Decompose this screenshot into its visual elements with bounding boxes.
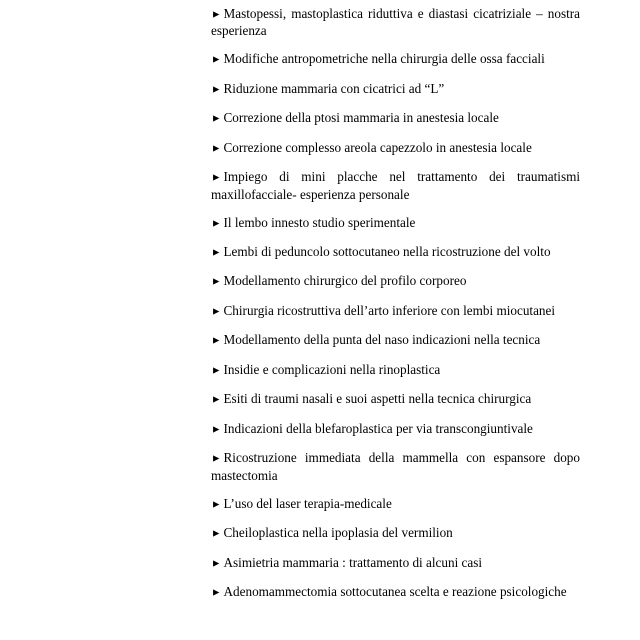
- list-item: [211, 81, 580, 98]
- triangle-bullet-icon: ►: [211, 365, 224, 377]
- list-item: [211, 6, 580, 39]
- list-item: [211, 140, 580, 157]
- list-item-text: Modifiche antropometriche nella chirurgia delle ossa facciali: [223, 51, 545, 67]
- triangle-bullet-icon: ►: [211, 528, 224, 540]
- triangle-bullet-icon: ►: [211, 499, 224, 511]
- list-item: [211, 450, 580, 483]
- list-item: [211, 391, 580, 408]
- list-item-text: Mastopessi, mastoplastica riduttiva e diastasi cicatriziale – nostra esperienza: [211, 6, 580, 39]
- list-item-text: Modellamento chirurgico del profilo corporeo: [223, 273, 467, 289]
- triangle-bullet-icon: ►: [211, 247, 224, 259]
- list-item: [211, 303, 580, 320]
- list-item-text: Esiti di traumi nasali e suoi aspetti nella tecnica chirurgica: [223, 391, 532, 407]
- list-item-text: Chirurgia ricostruttiva dell’arto inferiore con lembi miocutanei: [223, 302, 556, 318]
- list-item-text: Il lembo innesto studio sperimentale: [223, 214, 416, 230]
- bulleted-list: [211, 6, 580, 601]
- list-item-text: L’uso del laser terapia-medicale: [223, 495, 392, 511]
- list-item-text: Asimietria mammaria : trattamento di alcuni casi: [223, 554, 483, 570]
- triangle-bullet-icon: ►: [211, 453, 224, 465]
- list-item: [211, 555, 580, 572]
- triangle-bullet-icon: ►: [211, 113, 224, 125]
- triangle-bullet-icon: ►: [211, 306, 224, 318]
- list-item: [211, 584, 580, 601]
- list-item: [211, 525, 580, 542]
- triangle-bullet-icon: ►: [211, 394, 224, 406]
- list-item-text: Insidie e complicazioni nella rinoplastica: [223, 361, 441, 377]
- triangle-bullet-icon: ►: [211, 558, 224, 570]
- list-item: [211, 110, 580, 127]
- list-item: [211, 496, 580, 513]
- list-item-text: Adenomammectomia sottocutanea scelta e reazione psicologiche: [223, 584, 567, 600]
- list-item-text: Indicazioni della blefaroplastica per via transcongiuntivale: [223, 420, 533, 436]
- triangle-bullet-icon: ►: [211, 143, 224, 155]
- list-item-text: Lembi di peduncolo sottocutaneo nella ricostruzione del volto: [223, 243, 551, 259]
- triangle-bullet-icon: ►: [211, 84, 224, 96]
- triangle-bullet-icon: ►: [211, 218, 224, 229]
- list-item-text: Cheiloplastica nella ipoplasia del vermilion: [223, 525, 453, 541]
- triangle-bullet-icon: ►: [211, 276, 224, 288]
- list-item: [211, 51, 580, 68]
- list-item: [211, 215, 580, 232]
- triangle-bullet-icon: ►: [211, 9, 224, 21]
- triangle-bullet-icon: ►: [211, 172, 224, 184]
- list-item-text: Impiego di mini placche nel trattamento dei traumatismi maxillofacciale- esperienza personale: [211, 169, 580, 202]
- triangle-bullet-icon: ►: [211, 424, 224, 436]
- list-item: [211, 273, 580, 290]
- list-item-text: Riduzione mammaria con cicatrici ad “L”: [223, 80, 445, 96]
- triangle-bullet-icon: ►: [211, 54, 224, 66]
- list-item-text: Correzione della ptosi mammaria in anestesia locale: [223, 110, 499, 126]
- list-item: [211, 332, 580, 349]
- triangle-bullet-icon: ►: [211, 587, 224, 599]
- list-item: [211, 244, 580, 261]
- list-item-text: Correzione complesso areola capezzolo in anestesia locale: [223, 139, 532, 155]
- list-item-text: Ricostruzione immediata della mammella con espansore dopo mastectomia: [211, 450, 580, 483]
- list-item: [211, 362, 580, 379]
- list-item-text: Modellamento della punta del naso indicazioni nella tecnica: [223, 332, 541, 348]
- triangle-bullet-icon: ►: [211, 335, 224, 347]
- list-item: [211, 421, 580, 438]
- list-item: [211, 169, 580, 202]
